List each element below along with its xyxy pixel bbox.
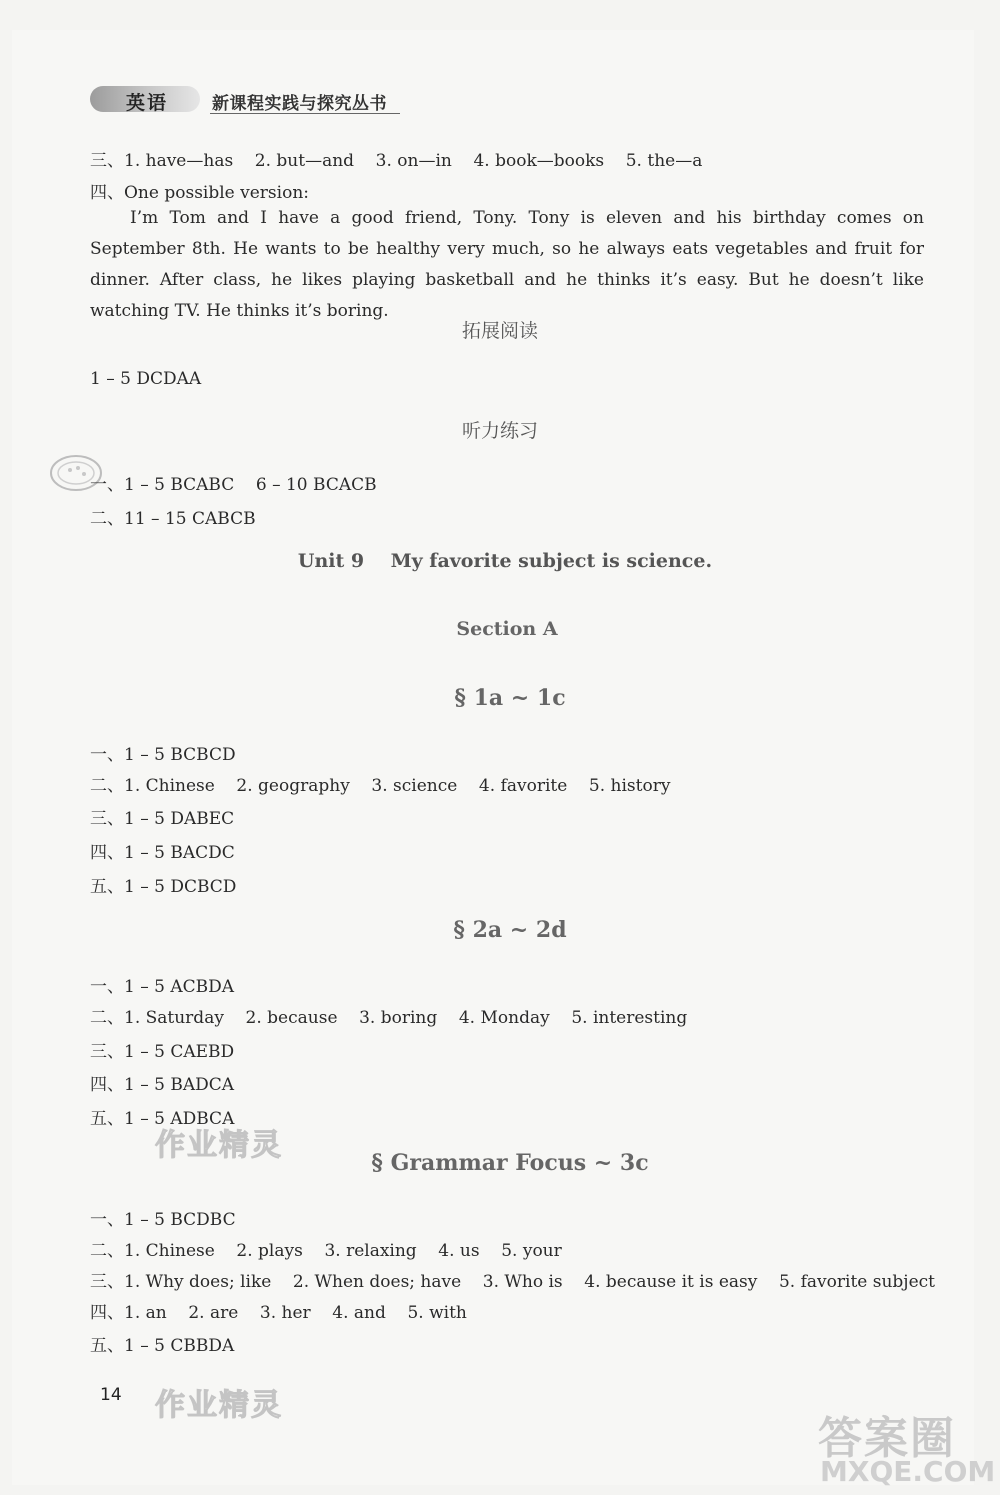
answer-line: 五、1 – 5 CBBDA [90,1336,235,1356]
answer-line: 二、1. Chinese 2. geography 3. science 4. favorite 5. history [90,776,671,796]
answer-line: 四、1. an 2. are 3. her 4. and 5. with [90,1303,467,1323]
answer-line: 三、1. Why does; like 2. When does; have 3. Who is 4. because it is easy 5. favorite subject [90,1272,935,1292]
answer-line: 五、1 – 5 DCBCD [90,877,237,897]
unit-title: Unit 9 My favorite subject is science. [297,550,713,572]
answer-line: 二、1. Chinese 2. plays 3. relaxing 4. us 5. your [90,1241,562,1261]
answer-line: 五、1 – 5 ADBCA [90,1109,235,1129]
section-title: Section A [456,618,558,640]
watermark-text: 作业精灵 [155,1388,283,1423]
answer-line: 一、1 – 5 BCBCD [90,745,236,765]
site-logo-watermark: 答案圈 [818,1413,956,1464]
answer-line: 二、1. Saturday 2. because 3. boring 4. Monday 5. interesting [90,1008,688,1028]
answer-line: 一、1 – 5 ACBDA [90,977,235,997]
header-underline [210,113,400,114]
answer-line: 一、1 – 5 BCABC 6 – 10 BCACB [90,475,377,495]
sample-essay: I’m Tom and I have a good friend, Tony. Tony is eleven and his birthday comes on September 8th. He wants to be healthy very much, so he always eats vegetables and fruit for dinner. After class, he likes playing basketball and he thinks it’s easy. But he doesn’t like watching TV. He thinks it’s boring. [90,208,924,321]
answer-line: 四、1 – 5 BACDC [90,843,235,863]
answer-line: 一、1 – 5 BCDBC [90,1210,236,1230]
subsection-title: § 1a ~ 1c [454,685,566,711]
watermark-text: 作业精灵 [155,1128,283,1163]
answer-line: 四、1 – 5 BADCA [90,1075,235,1095]
answer-line: 三、1. have—has 2. but—and 3. on—in 4. book—books 5. the—a [90,151,703,171]
answer-line: 三、1 – 5 DABEC [90,809,235,829]
extended-reading-heading: 拓展阅读 [461,320,538,342]
page-header [90,86,410,116]
answer-line: 二、11 – 15 CABCB [90,509,256,529]
series-title: 新课程实践与探究丛书 [212,94,387,114]
subject-label: 英语 [126,92,169,114]
subsection-title: § Grammar Focus ~ 3c [371,1150,649,1176]
page-number: 14 [100,1385,122,1405]
answer-line: 三、1 – 5 CAEBD [90,1042,235,1062]
listening-heading: 听力练习 [461,420,538,442]
answer-line: 四、One possible version: [90,183,309,203]
answer-line: 1 – 5 DCDAA [90,369,202,389]
subsection-title: § 2a ~ 2d [453,917,567,943]
site-url-watermark: MXQE.COM [820,1455,996,1488]
